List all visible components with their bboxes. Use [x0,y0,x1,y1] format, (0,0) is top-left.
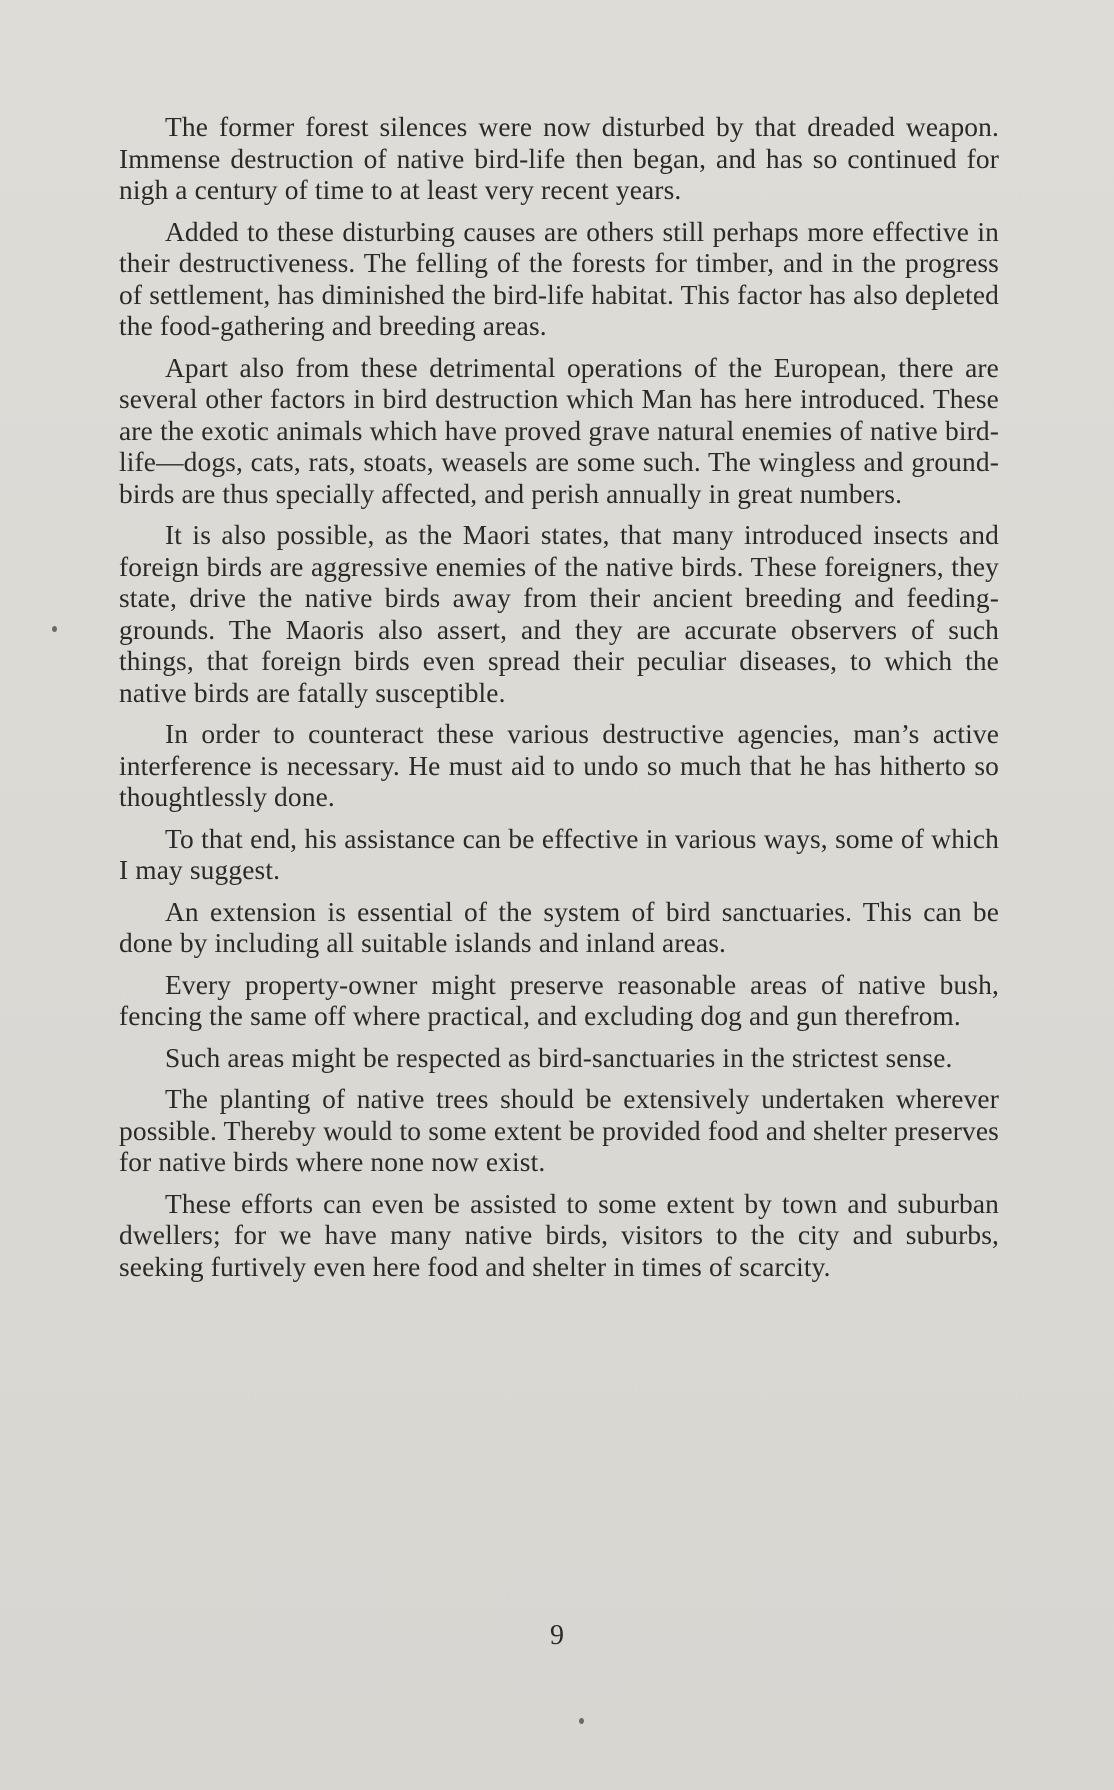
body-text [119,112,999,1293]
paragraph-1: The former forest silences were now disturbed by that dreaded weapon. Immense destruction of native bird-life then began, and has so continued for nigh a century of time to at least very recent years. [119,112,999,205]
paragraph-7: An extension is essential of the system of bird sanctuaries. This can be done by including all suitable islands and inland areas. [119,896,999,958]
paragraph-8: Every property-owner might preserve reasonable areas of native bush, fencing the same off where practical, and excluding dog and gun therefrom. [119,969,999,1031]
paragraph-11: These efforts can even be assisted to some extent by town and suburban dwellers; for we have many native birds, visitors to the city and suburbs, seeking furtively even here food and shelter in times of scarcity. [119,1188,999,1282]
ink-speck-left [52,626,57,632]
paragraph-9: Such areas might be respected as bird-sanctuaries in the strictest sense. [165,1042,953,1073]
paragraph-4: It is also possible, as the Maori states, that many introduced insects and foreign birds are aggressive enemies of the native birds. These foreigners, they state, drive the native birds away from their ancient breeding and feeding-grounds. The Maoris also assert, and they are accurate observers of such things, that foreign birds even spread their peculiar diseases, to which the native birds are fatally susceptible. [119,520,999,708]
paragraph-2: Added to these disturbing causes are others still perhaps more effective in their destructiveness. The felling of the forests for timber, and in the progress of settlement, has diminished the bird-life habitat. This factor has also depleted the food-gathering and breeding areas. [119,216,999,341]
page-number: 9 [550,1620,564,1651]
paragraph-10: The planting of native trees should be extensively undertaken wherever possible. Thereby would to some extent be provided food and shelter preserves for native birds where none now exist. [119,1084,999,1177]
paragraph-6: To that end, his assistance can be effective in various ways, some of which I may suggest. [119,823,999,885]
paragraph-5: In order to counteract these various destructive agencies, man’s active interference is necessary. He must aid to undo so much that he has hitherto so thoughtlessly done. [119,719,999,812]
paragraph-3: Apart also from these detrimental operations of the European, there are several other factors in bird destruction which Man has here introduced. These are the exotic animals which have proved grave natural enemies of native bird-life—dogs, cats, rats, stoats, weasels are some such. The wingless and ground-birds are thus specially affected, and perish annually in great numbers. [119,352,999,509]
ink-speck-bottom [579,1718,584,1724]
